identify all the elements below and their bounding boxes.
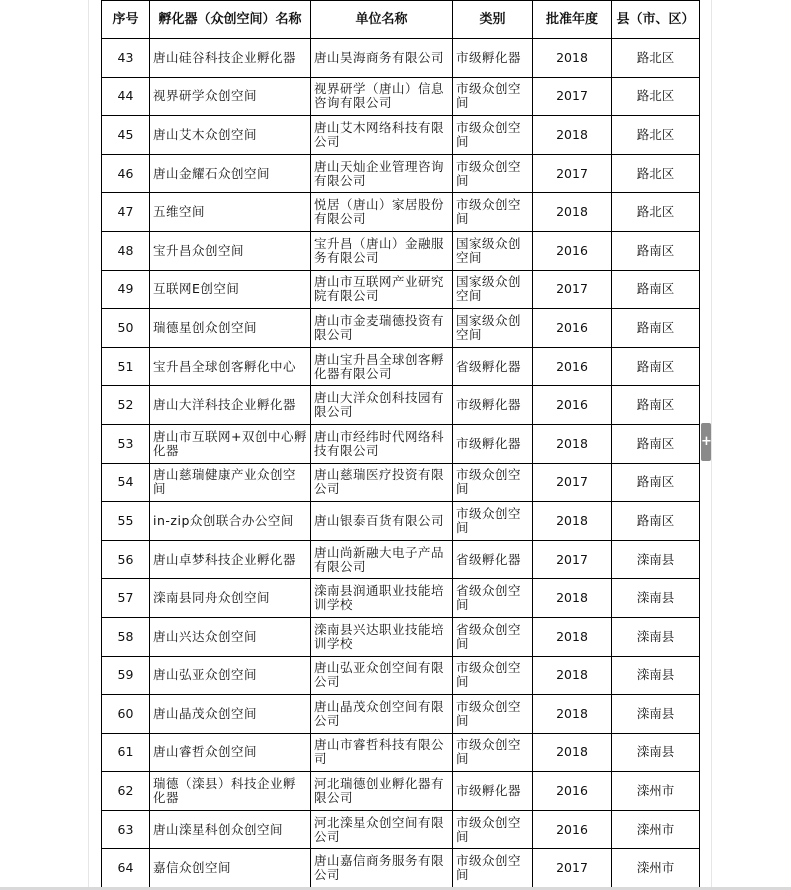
table-row (102, 39, 700, 78)
cell-incubator-name: in-zip众创联合办公空间 (150, 502, 311, 541)
header-county: 县（市、区） (612, 1, 700, 39)
cell-category: 市级众创空间 (453, 77, 533, 116)
cell-approval-year: 2017 (533, 154, 612, 193)
cell-county: 路北区 (612, 154, 700, 193)
cell-approval-year: 2016 (533, 772, 612, 811)
page-margin-left (88, 0, 89, 890)
cell-unit-name: 唐山嘉信商务服务有限公司 (311, 849, 453, 888)
incubator-table (101, 0, 700, 888)
cell-category: 市级孵化器 (453, 39, 533, 78)
cell-unit-name: 唐山市睿哲科技有限公司 (311, 733, 453, 772)
cell-county: 路北区 (612, 77, 700, 116)
header-category: 类别 (453, 1, 533, 39)
cell-incubator-name: 唐山滦星科创众创空间 (150, 810, 311, 849)
cell-incubator-name: 滦南县同舟众创空间 (150, 579, 311, 618)
cell-incubator-name: 唐山硅谷科技企业孵化器 (150, 39, 311, 78)
cell-approval-year: 2018 (533, 733, 612, 772)
cell-serial-number: 43 (102, 39, 150, 78)
cell-unit-name: 唐山艾木网络科技有限公司 (311, 116, 453, 155)
cell-unit-name: 唐山银泰百货有限公司 (311, 502, 453, 541)
table-row (102, 617, 700, 656)
cell-unit-name: 唐山昊海商务有限公司 (311, 39, 453, 78)
cell-incubator-name: 唐山晶茂众创空间 (150, 695, 311, 734)
table-row (102, 772, 700, 811)
cell-incubator-name: 唐山睿哲众创空间 (150, 733, 311, 772)
cell-county: 路南区 (612, 309, 700, 348)
cell-county: 路北区 (612, 39, 700, 78)
cell-category: 省级众创空间 (453, 579, 533, 618)
cell-unit-name: 视界研学（唐山）信息咨询有限公司 (311, 77, 453, 116)
cell-serial-number: 59 (102, 656, 150, 695)
cell-approval-year: 2017 (533, 463, 612, 502)
cell-unit-name: 唐山慈瑞医疗投资有限公司 (311, 463, 453, 502)
cell-serial-number: 52 (102, 386, 150, 425)
cell-approval-year: 2018 (533, 193, 612, 232)
cell-county: 滦州市 (612, 849, 700, 888)
cell-approval-year: 2018 (533, 579, 612, 618)
cell-approval-year: 2018 (533, 617, 612, 656)
cell-county: 滦州市 (612, 772, 700, 811)
table-row (102, 733, 700, 772)
cell-category: 省级孵化器 (453, 347, 533, 386)
table-body (102, 39, 700, 888)
cell-category: 市级众创空间 (453, 733, 533, 772)
cell-approval-year: 2017 (533, 77, 612, 116)
cell-incubator-name: 唐山弘亚众创空间 (150, 656, 311, 695)
cell-county: 滦南县 (612, 540, 700, 579)
table-row (102, 695, 700, 734)
cell-serial-number: 55 (102, 502, 150, 541)
cell-serial-number: 62 (102, 772, 150, 811)
table-row (102, 193, 700, 232)
cell-county: 滦南县 (612, 733, 700, 772)
cell-serial-number: 60 (102, 695, 150, 734)
table-row (102, 540, 700, 579)
cell-incubator-name: 视界研学众创空间 (150, 77, 311, 116)
cell-approval-year: 2017 (533, 540, 612, 579)
cell-serial-number: 56 (102, 540, 150, 579)
cell-category: 市级众创空间 (453, 656, 533, 695)
table-row (102, 116, 700, 155)
cell-serial-number: 48 (102, 231, 150, 270)
cell-county: 路南区 (612, 347, 700, 386)
table-row (102, 463, 700, 502)
cell-county: 路南区 (612, 386, 700, 425)
table-row (102, 810, 700, 849)
cell-incubator-name: 唐山大洋科技企业孵化器 (150, 386, 311, 425)
table-row (102, 424, 700, 463)
cell-county: 滦南县 (612, 695, 700, 734)
cell-county: 滦州市 (612, 810, 700, 849)
cell-approval-year: 2018 (533, 502, 612, 541)
cell-category: 省级孵化器 (453, 540, 533, 579)
cell-incubator-name: 唐山兴达众创空间 (150, 617, 311, 656)
cell-category: 省级众创空间 (453, 617, 533, 656)
table-row (102, 231, 700, 270)
cell-serial-number: 47 (102, 193, 150, 232)
cell-incubator-name: 宝升昌全球创客孵化中心 (150, 347, 311, 386)
cell-serial-number: 46 (102, 154, 150, 193)
cell-category: 国家级众创空间 (453, 309, 533, 348)
cell-county: 路南区 (612, 463, 700, 502)
table-row (102, 347, 700, 386)
cell-unit-name: 唐山晶茂众创空间有限公司 (311, 695, 453, 734)
cell-unit-name: 唐山宝升昌全球创客孵化器有限公司 (311, 347, 453, 386)
table-row (102, 502, 700, 541)
header-approval-year: 批准年度 (533, 1, 612, 39)
header-incubator-name: 孵化器（众创空间）名称 (150, 1, 311, 39)
cell-serial-number: 51 (102, 347, 150, 386)
header-unit-name: 单位名称 (311, 1, 453, 39)
cell-county: 滦南县 (612, 579, 700, 618)
cell-unit-name: 滦南县兴达职业技能培训学校 (311, 617, 453, 656)
cell-county: 路南区 (612, 231, 700, 270)
cell-serial-number: 64 (102, 849, 150, 888)
cell-county: 滦南县 (612, 617, 700, 656)
cell-category: 国家级众创空间 (453, 270, 533, 309)
cell-serial-number: 58 (102, 617, 150, 656)
cell-county: 路南区 (612, 502, 700, 541)
cell-serial-number: 45 (102, 116, 150, 155)
cell-approval-year: 2016 (533, 309, 612, 348)
cell-unit-name: 唐山市经纬时代网络科技有限公司 (311, 424, 453, 463)
cell-county: 滦南县 (612, 656, 700, 695)
plus-icon: + (701, 434, 712, 449)
cell-category: 市级众创空间 (453, 154, 533, 193)
cell-category: 市级众创空间 (453, 810, 533, 849)
cell-serial-number: 54 (102, 463, 150, 502)
cell-approval-year: 2018 (533, 424, 612, 463)
cell-category: 市级众创空间 (453, 193, 533, 232)
cell-county: 路北区 (612, 116, 700, 155)
header-serial-number: 序号 (102, 1, 150, 39)
cell-serial-number: 49 (102, 270, 150, 309)
table-header-row (102, 1, 700, 39)
cell-incubator-name: 唐山金耀石众创空间 (150, 154, 311, 193)
cell-category: 市级众创空间 (453, 502, 533, 541)
cell-approval-year: 2016 (533, 810, 612, 849)
expand-handle-button[interactable] (701, 423, 711, 461)
cell-serial-number: 63 (102, 810, 150, 849)
cell-county: 路北区 (612, 193, 700, 232)
cell-incubator-name: 唐山慈瑞健康产业众创空间 (150, 463, 311, 502)
cell-unit-name: 唐山尚新融大电子产品有限公司 (311, 540, 453, 579)
cell-approval-year: 2018 (533, 39, 612, 78)
cell-approval-year: 2017 (533, 849, 612, 888)
cell-serial-number: 50 (102, 309, 150, 348)
cell-unit-name: 滦南县润通职业技能培训学校 (311, 579, 453, 618)
cell-incubator-name: 唐山卓梦科技企业孵化器 (150, 540, 311, 579)
cell-incubator-name: 五维空间 (150, 193, 311, 232)
table-row (102, 849, 700, 888)
cell-category: 市级孵化器 (453, 386, 533, 425)
cell-unit-name: 唐山大洋众创科技园有限公司 (311, 386, 453, 425)
cell-incubator-name: 瑞德星创众创空间 (150, 309, 311, 348)
table-row (102, 77, 700, 116)
table-row (102, 656, 700, 695)
cell-incubator-name: 嘉信众创空间 (150, 849, 311, 888)
cell-incubator-name: 唐山市互联网+双创中心孵化器 (150, 424, 311, 463)
cell-serial-number: 53 (102, 424, 150, 463)
table-row (102, 154, 700, 193)
cell-unit-name: 悦居（唐山）家居股份有限公司 (311, 193, 453, 232)
cell-approval-year: 2016 (533, 386, 612, 425)
cell-incubator-name: 宝升昌众创空间 (150, 231, 311, 270)
cell-county: 路南区 (612, 270, 700, 309)
cell-category: 国家级众创空间 (453, 231, 533, 270)
cell-incubator-name: 互联网E创空间 (150, 270, 311, 309)
cell-category: 市级孵化器 (453, 772, 533, 811)
cell-unit-name: 唐山弘亚众创空间有限公司 (311, 656, 453, 695)
cell-category: 市级众创空间 (453, 463, 533, 502)
cell-unit-name: 河北滦星众创空间有限公司 (311, 810, 453, 849)
table-row (102, 579, 700, 618)
cell-serial-number: 61 (102, 733, 150, 772)
cell-unit-name: 唐山市互联网产业研究院有限公司 (311, 270, 453, 309)
cell-county: 路南区 (612, 424, 700, 463)
cell-approval-year: 2016 (533, 347, 612, 386)
cell-approval-year: 2018 (533, 695, 612, 734)
cell-category: 市级众创空间 (453, 695, 533, 734)
cell-category: 市级众创空间 (453, 849, 533, 888)
table-row (102, 309, 700, 348)
table-row (102, 386, 700, 425)
cell-serial-number: 44 (102, 77, 150, 116)
cell-category: 市级众创空间 (453, 116, 533, 155)
cell-approval-year: 2018 (533, 656, 612, 695)
cell-approval-year: 2018 (533, 116, 612, 155)
table-row (102, 270, 700, 309)
cell-approval-year: 2017 (533, 270, 612, 309)
cell-unit-name: 唐山天灿企业管理咨询有限公司 (311, 154, 453, 193)
cell-unit-name: 宝升昌（唐山）金融服务有限公司 (311, 231, 453, 270)
cell-category: 市级孵化器 (453, 424, 533, 463)
cell-unit-name: 河北瑞德创业孵化器有限公司 (311, 772, 453, 811)
cell-serial-number: 57 (102, 579, 150, 618)
cell-approval-year: 2016 (533, 231, 612, 270)
cell-incubator-name: 瑞德（滦县）科技企业孵化器 (150, 772, 311, 811)
cell-incubator-name: 唐山艾木众创空间 (150, 116, 311, 155)
cell-unit-name: 唐山市金麦瑞德投资有限公司 (311, 309, 453, 348)
